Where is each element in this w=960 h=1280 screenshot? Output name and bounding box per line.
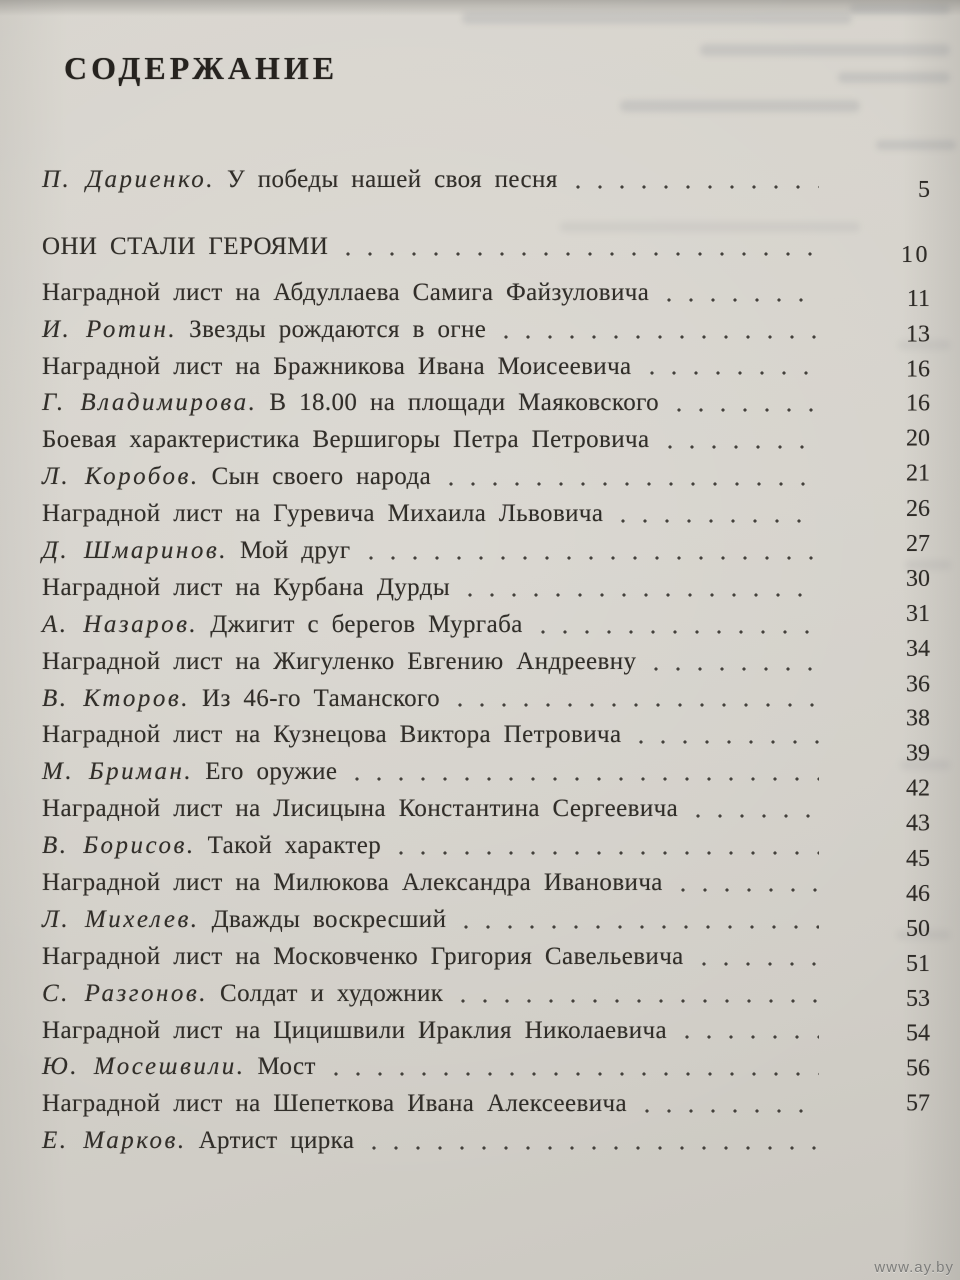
toc-entry — [42, 229, 930, 266]
toc-entry-page-number: 50 — [906, 915, 930, 942]
dotted-leader — [639, 717, 819, 754]
toc-entry — [42, 530, 930, 570]
dotted-leader — [399, 828, 819, 865]
dotted-leader — [681, 865, 819, 902]
toc-entry-page-number: 20 — [906, 425, 930, 452]
watermark: www.ay.by — [874, 1259, 954, 1276]
toc-entry-page-number: 5 — [918, 177, 930, 203]
toc-entry-title: Сын своего народа — [211, 463, 432, 491]
toc-entry-author: Ю. Мосешвили. — [42, 1053, 246, 1081]
toc-entry-title: Мой друг — [239, 537, 351, 565]
toc-entry-page-number: 39 — [906, 740, 930, 767]
dotted-leader — [677, 385, 819, 422]
toc-entry-author: В. Кторов. — [42, 684, 191, 712]
toc-entry — [42, 565, 930, 607]
dotted-leader — [576, 162, 819, 199]
show-through-ghosting — [700, 44, 950, 56]
toc-entry — [42, 162, 930, 203]
show-through-ghosting — [620, 100, 860, 112]
toc-entry-author: М. Бриман. — [42, 758, 194, 786]
toc-entry-title: Наградной лист на Шепеткова Ивана Алексеевича — [42, 1090, 627, 1118]
dotted-leader — [346, 229, 819, 266]
toc-entry-page-number: 31 — [906, 600, 930, 627]
toc-entry-title: Его оружие — [205, 758, 338, 786]
toc-entry-title: Наградной лист на Цицишвили Ираклия Николаевича — [42, 1016, 668, 1044]
dotted-leader — [696, 791, 819, 828]
dotted-leader — [464, 902, 819, 939]
toc-entry-page-number: 21 — [906, 460, 930, 487]
dotted-leader — [702, 939, 819, 976]
toc-entry-page-number: 43 — [906, 810, 930, 837]
dotted-leader — [458, 681, 819, 718]
dotted-leader — [372, 1123, 819, 1160]
toc-entry-title: Джигит с берегов Мургаба — [210, 610, 523, 638]
toc-entry-page-number: 26 — [906, 495, 930, 522]
toc-entry-page-number: 16 — [906, 355, 930, 382]
toc-entry — [42, 775, 930, 828]
toc-entry-page-number: 54 — [906, 1020, 930, 1047]
toc-entry-author: С. Разгонов. — [42, 979, 209, 1007]
toc-entry-page-number: 46 — [906, 880, 930, 907]
dotted-leader — [685, 1013, 819, 1050]
toc-entry-title: Наградной лист на Бражникова Ивана Моисеевича — [42, 352, 632, 380]
dotted-leader — [334, 1049, 819, 1086]
toc-entry-author: П. Дариенко. — [42, 166, 215, 193]
toc-entry-title: Наградной лист на Московченко Григория Савельевича — [42, 942, 684, 970]
toc-entry — [42, 670, 930, 718]
toc-entry-author: Л. Михелев. — [42, 905, 200, 933]
table-of-contents — [42, 162, 930, 1160]
toc-entry-title: У победы нашей своя песня — [226, 166, 558, 193]
toc-entry-author: В. Борисов. — [42, 832, 196, 860]
toc-entry-page-number: 51 — [906, 950, 930, 977]
toc-entry — [42, 275, 930, 312]
dotted-leader — [667, 275, 819, 312]
toc-entry-page-number: 53 — [906, 985, 930, 1012]
toc-entry-author: А. Назаров. — [42, 610, 199, 638]
toc-entry — [42, 635, 930, 681]
toc-entry-page-number: 56 — [906, 1055, 930, 1082]
toc-entry — [42, 496, 930, 533]
dotted-leader — [369, 533, 819, 570]
dotted-leader — [621, 496, 819, 533]
page-title: СОДЕРЖАНИЕ — [64, 50, 339, 86]
toc-entry-title: Наградной лист на Милюкова Александра Ивановича — [42, 869, 663, 897]
dotted-leader — [355, 754, 819, 791]
toc-entry-page-number: 13 — [906, 320, 930, 347]
toc-entry-title: Из 46-го Таманского — [202, 684, 440, 712]
toc-entry-title: Артист цирка — [198, 1127, 355, 1155]
toc-entry-page-number: 42 — [906, 775, 930, 802]
toc-entry-author: И. Ротин. — [42, 315, 178, 343]
toc-entry-title: Звезды рождаются в огне — [189, 315, 487, 343]
show-through-ghosting — [850, 4, 950, 15]
dotted-leader — [654, 644, 819, 681]
toc-entry-page-number: 38 — [906, 705, 930, 732]
toc-entry-title: Наградной лист на Абдуллаева Самига Файзуловича — [42, 278, 650, 306]
dotted-leader — [541, 607, 819, 644]
toc-entry-title: Дважды воскресший — [211, 905, 447, 933]
toc-entry-page-number: 57 — [906, 1090, 930, 1117]
show-through-ghosting — [462, 12, 852, 24]
toc-entry-title: Мост — [257, 1053, 316, 1081]
toc-entry-title: Наградной лист на Курбана Дурды — [42, 573, 451, 601]
toc-entry-title: Наградной лист на Кузнецова Виктора Петровича — [42, 721, 622, 749]
dotted-leader — [449, 459, 819, 496]
show-through-ghosting — [876, 140, 956, 150]
toc-entry-page-number: 27 — [906, 530, 930, 557]
dotted-leader — [650, 349, 819, 386]
toc-entry-page-number: 45 — [906, 845, 930, 872]
dotted-leader — [645, 1086, 819, 1123]
toc-entry-title: Боевая характеристика Вершигоры Петра Петровича — [42, 426, 650, 454]
toc-entry — [42, 810, 930, 865]
dotted-leader — [461, 976, 819, 1013]
dotted-leader — [504, 312, 819, 349]
toc-entry-author: Г. Владимирова. — [42, 389, 258, 417]
toc-entry — [42, 740, 930, 791]
toc-entry-page-number: 16 — [906, 390, 930, 417]
dotted-leader — [468, 570, 819, 607]
toc-entry-title: Наградной лист на Гуревича Михаила Львовича — [42, 500, 604, 528]
dotted-leader — [668, 422, 819, 459]
toc-entry-title: В 18.00 на площади Маяковского — [269, 389, 660, 417]
toc-entry-page-number: 11 — [906, 285, 930, 312]
toc-entry-title: Наградной лист на Лисицына Константина Сергеевича — [42, 795, 679, 823]
toc-entry — [42, 705, 930, 754]
toc-entry-page-number: 10 — [901, 241, 930, 268]
toc-entry-title: Солдат и художник — [220, 979, 444, 1007]
toc-entry — [42, 459, 930, 496]
toc-entry-author: Е. Марков. — [42, 1127, 187, 1155]
toc-entry-title: Наградной лист на Жигуленко Евгению Андреевну — [42, 647, 637, 675]
toc-entry — [42, 385, 930, 422]
toc-entry-title: Такой характер — [207, 832, 382, 860]
toc-entry — [42, 600, 930, 644]
toc-entry-page-number: 34 — [906, 635, 930, 662]
toc-entry-page-number: 36 — [906, 670, 930, 697]
show-through-ghosting — [838, 72, 950, 83]
toc-entry — [42, 312, 930, 349]
toc-entry — [42, 349, 930, 386]
toc-entry — [42, 422, 930, 459]
toc-entry-author: Л. Коробов. — [42, 463, 200, 491]
toc-entry-page-number: 30 — [906, 565, 930, 592]
toc-entry-title: ОНИ СТАЛИ ГЕРОЯМИ — [42, 232, 329, 260]
toc-entry-author: Д. Шмаринов. — [42, 537, 228, 565]
